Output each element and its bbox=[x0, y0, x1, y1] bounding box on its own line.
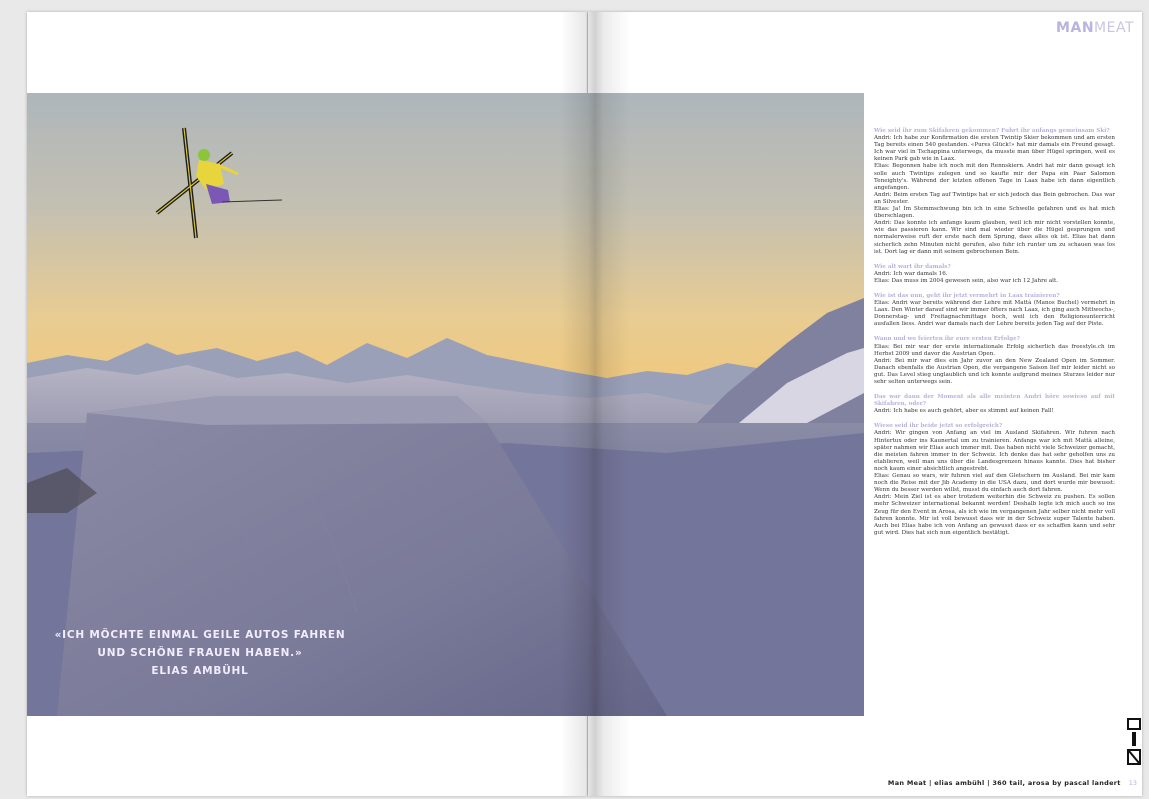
article-paragraph: Andri: Beim ersten Tag auf Twintips hat er sich jedoch das Bein gebrochen. Das war an Silvester. bbox=[874, 191, 1115, 205]
logo-meat: MEAT bbox=[1094, 20, 1134, 36]
page-footer bbox=[888, 779, 1137, 787]
article-paragraph: Andri: Wir gingen von Anfang an viel im Ausland Skifahren. Wir fuhren nach Hintertux oder ins Kaunertal um zu trainieren. Anfangs war ich mit Mattà alleine, später nahmen wir Elias auch immer mit. Das haben nicht viele Schweizer gemacht, die meisten fahren immer in der Schweiz. Ich denke das hat sehr geholfen uns zu etablieren, weil man uns über die Landesgrenzen hinaus kannte. Dies hat bisher noch kaum einer absichtlich angestrebt. bbox=[874, 430, 1115, 472]
quote-line-1: «ICH MÖCHTE EINMAL GEILE AUTOS FAHREN bbox=[54, 629, 346, 641]
article-paragraph: Andri: Das konnte ich anfangs kaum glauben, weil ich mir nicht vorstellen konnte, wie das passieren kann. Wir sind mal wieder über die Hügel gesprungen und normalerweise ruft der erste nach dem Sprung, dass alles ok ist. Elias hat dann sicherlich zehn Minuten nicht gerufen, also fuhr ich runter um zu schauen was los ist. Dort lag er dann mit seinem gebrochenen Bein. bbox=[874, 220, 1115, 255]
article-paragraph: Elias: Bei mir war der erste internationale Erfolg sicherlich das freestyle.ch im Herbst 2009 und davor die Austrian Open. bbox=[874, 343, 1115, 357]
article-question: Wie alt wart ihr damals? bbox=[874, 263, 951, 270]
skier-photo bbox=[27, 93, 864, 716]
article-question: Wann und wo feierten ihr eure ersten Erfolge? bbox=[874, 336, 1020, 343]
article-paragraph: Andri: Mein Ziel ist es aber trotzdem weiterhin die Schweiz zu pushen. Es sollen mehr Schweizer international bekannt werden! Deshalb legte ich mich auch so ins Zeug für den Event in Arosa, als ich wie im vergangenen Jahr selber nicht mehr voll fahren konnte. Mir ist voll bewusst dass wir in der Schweiz super Talente haben. Auch bei Elias habe ich von Anfang an gewusst dass er es schaffen kann und sehr gut wird. Dies hat sich nun eigentlich bestätigt. bbox=[874, 494, 1115, 536]
pull-quote bbox=[40, 626, 360, 680]
article-paragraph: Elias: Andri war bereits während der Lehre mit Mattà (Manos Buchel) vermehrt in Laax. Den Winter darauf sind wir immer öfters nach Laax, ich ging auch Mittwochs-, Donnerstag- und Freitagnachmittags hoch, weil ich den Religionsunterricht ausfallen liess. Andri war damals nach der Lehre bereits jeden Tag auf der Piste. bbox=[874, 300, 1115, 328]
article-question: Wie seid ihr zum Skifahren gekommen? Fuhrt ihr anfangs gemeinsam Ski? bbox=[874, 128, 1110, 134]
logo-man: MAN bbox=[1056, 20, 1095, 36]
article-paragraph: Andri: Ich war damals 16. bbox=[874, 270, 948, 277]
article-paragraph: Elias: Genau so wars, wir fuhren viel auf den Gletschern im Ausland. Bei mir kam noch die Reise mit der Jib Academy in die USA dazu, und dort wurde mir bewusst: Wenn du besser werden willst, musst du einfach auch dort fahren. bbox=[874, 473, 1115, 494]
footer-credit: Man Meat | elias ambühl | 360 tail, arosa by pascal landert bbox=[887, 779, 1121, 787]
article-question: Das war dann der Moment als alle meinten Andri höre sowieso auf mit Skifahren, oder? bbox=[874, 394, 1115, 408]
article-question: Wieso seid ihr beide jetzt so erfolgreich? bbox=[874, 423, 1003, 430]
side-logo-icon bbox=[1127, 718, 1141, 766]
article-paragraph: Andri: Ich habe zur Konfirmation die ersten Twintip Skier bekommen und am ersten Tag bereits einen 540 gestanden. «Pures Glück!» hat mir damals ein Freund gesagt. Ich war viel in Tschappina unterwegs, da musste man über Hügel springen, weil es keinen Park gab wie in Laax. bbox=[874, 135, 1115, 163]
ski-jump-image bbox=[27, 93, 864, 716]
interview-article bbox=[874, 128, 1115, 537]
article-paragraph: Elias: Ja! Im Stemmschwung bin ich in eine Schwelle gefahren und es hat mich überschlagen. bbox=[874, 206, 1115, 220]
article-paragraph: Andri: Bei mir war dies ein Jahr zuvor an den New Zealand Open im Sommer. Danach ebenfalls die Austrian Open, die vergangene Saison lief mir leider nicht so gut. Das Level stieg unglaublich und ich konnte aufgrund meines Sturzes leider nur sehr selten unterwegs sein. bbox=[874, 357, 1115, 385]
article-question: Wie ist das nun, geht ihr jetzt vermehrt in Laax trainieren? bbox=[874, 292, 1060, 299]
article-paragraph: Andri: Ich habe es auch gehört, aber es stimmt auf keinen Fall! bbox=[874, 408, 1054, 415]
quote-line-2: UND SCHÖNE FRAUEN HABEN.» bbox=[97, 647, 303, 659]
quote-author: ELIAS AMBÜHL bbox=[151, 665, 249, 677]
page-number: 13 bbox=[1128, 779, 1137, 787]
article-paragraph: Elias: Das muss im 2004 gewesen sein, also war ich 12 Jahre alt. bbox=[874, 277, 1058, 284]
article-paragraph: Elias: Begonnen habe ich noch mit den Rennskiern. Andri hat mir dann gesagt ich solle auch Twintips zulegen und so kaufte mir der Papa ein Paar Salomon Teneighty's. Während der letzten offenen Tage in Laax habe ich dann eigentlich angefangen. bbox=[874, 163, 1115, 191]
magazine-logo bbox=[1056, 20, 1134, 36]
